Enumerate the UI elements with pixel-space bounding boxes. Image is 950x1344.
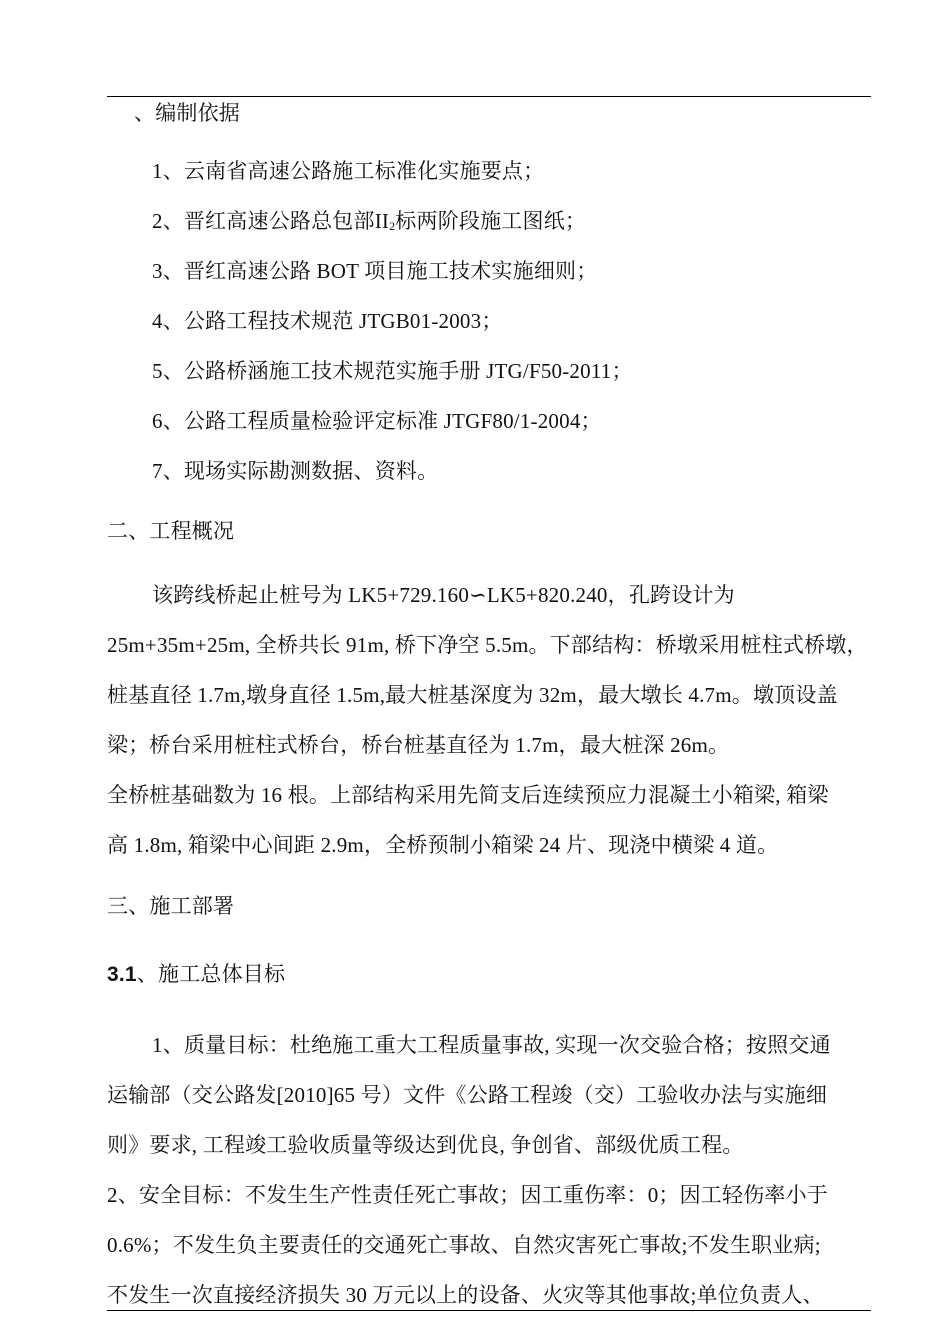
footer-rule bbox=[107, 1310, 871, 1311]
overview-line-2: 25m+35m+25m, 全桥共长 91m, 桥下净空 5.5m。下部结构：桥墩采用桩柱式桥墩， bbox=[107, 633, 868, 657]
goals-line-5: 0.6%；不发生负主要责任的交通死亡事故、自然灾害死亡事故;不发生职业病; bbox=[107, 1233, 821, 1257]
section-heading-basis: 、编制依据 bbox=[134, 101, 240, 125]
basis-item-5: 5、公路桥涵施工技术规范实施手册 JTG/F50-2011； bbox=[152, 359, 633, 383]
basis-item-3: 3、晋红高速公路 BOT 项目施工技术实施细则； bbox=[152, 259, 598, 283]
basis-item-1: 1、云南省高速公路施工标准化实施要点； bbox=[152, 159, 545, 183]
basis-item-2-tail: 标两阶段施工图纸； bbox=[395, 209, 587, 233]
overview-line-3: 桩基直径 1.7m,墩身直径 1.5m,最大桩基深度为 32m，最大墩长 4.7m。墩顶设盖 bbox=[107, 683, 838, 707]
basis-item-7: 7、现场实际勘测数据、资料。 bbox=[152, 459, 439, 483]
overview-line-1: 该跨线桥起止桩号为 LK5+729.160∽LK5+820.240，孔跨设计为 bbox=[152, 583, 735, 607]
basis-item-2-text: 2、晋红高速公路总包部 bbox=[152, 209, 375, 233]
goals-line-3: 则》要求, 工程竣工验收质量等级达到优良, 争创省、部级优质工程。 bbox=[107, 1133, 744, 1157]
overview-line-5: 全桥桩基础数为 16 根。上部结构采用先简支后连续预应力混凝土小箱梁, 箱梁 bbox=[107, 783, 829, 807]
goals-line-1: 1、质量目标：杜绝施工重大工程质量事故, 实现一次交验合格；按照交通 bbox=[152, 1033, 831, 1057]
goals-line-4: 2、安全目标：不发生生产性责任死亡事故；因工重伤率：0；因工轻伤率小于 bbox=[107, 1183, 828, 1207]
goals-line-2: 运输部（交公路发[2010]65 号）文件《公路工程竣（交）工验收办法与实施细 bbox=[107, 1083, 828, 1107]
section-heading-overview: 二、工程概况 bbox=[107, 519, 235, 543]
goals-line-6: 不发生一次直接经济损失 30 万元以上的设备、火灾等其他事故;单位负责人、 bbox=[107, 1283, 824, 1307]
basis-item-2 bbox=[152, 208, 586, 239]
header-rule bbox=[107, 96, 871, 97]
overview-line-4: 梁；桥台采用桩柱式桥台，桥台桩基直径为 1.7m，最大桩深 26m。 bbox=[107, 733, 730, 757]
basis-item-2-roman: II bbox=[374, 209, 390, 233]
basis-item-6: 6、公路工程质量检验评定标准 JTGF80/1-2004； bbox=[152, 409, 602, 433]
basis-item-4: 4、公路工程技术规范 JTGB01-2003； bbox=[152, 309, 503, 333]
subsection-title: 、施工总体目标 bbox=[136, 962, 286, 986]
overview-line-6: 高 1.8m, 箱梁中心间距 2.9m，全桥预制小箱梁 24 片、现浇中横梁 4 道。 bbox=[107, 833, 779, 857]
subsection-number: 3.1 bbox=[107, 963, 137, 986]
basis-item-2-sub: 2 bbox=[389, 219, 396, 233]
subsection-heading-goals bbox=[107, 961, 285, 988]
section-heading-deployment: 三、施工部署 bbox=[107, 894, 235, 918]
